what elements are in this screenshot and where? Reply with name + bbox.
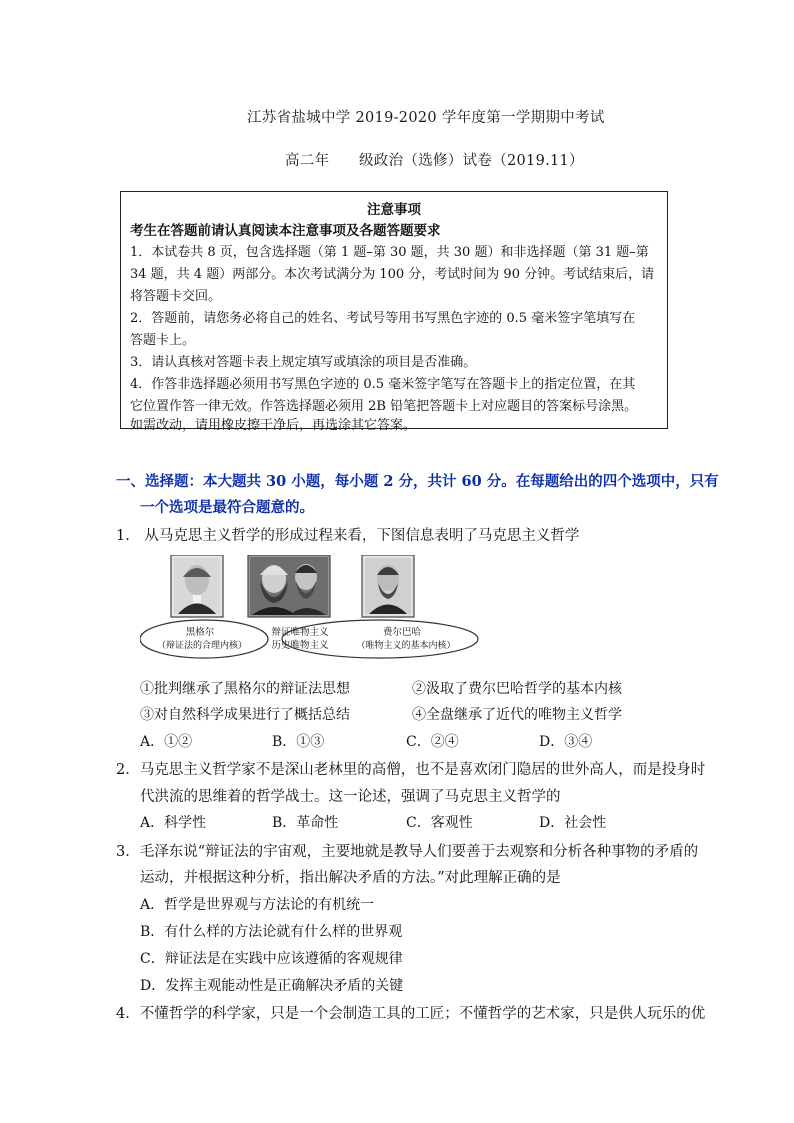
figure-right-note: （唯物主义的基本内核） bbox=[356, 641, 456, 651]
hegel-ellipse bbox=[140, 620, 268, 658]
question-3-stem: 3．毛泽东说“辩证法的宇宙观，主要地就是教导人们要善于去观察和分析各种事物的矛盾的 bbox=[116, 844, 699, 860]
question-1-item: ③对自然科学成果进行了概括总结 bbox=[140, 707, 350, 723]
notice-line: 如需改动，请用橡皮擦干净后，再选涂其它答案。 bbox=[130, 418, 417, 433]
question-1-choice-c[interactable]: C．②④ bbox=[406, 734, 459, 750]
hegel-portrait-icon bbox=[171, 555, 223, 617]
question-2-choice-a[interactable]: A．科学性 bbox=[140, 815, 207, 831]
notice-line: 2．答题前，请您务必将自己的姓名、考试号等用书写黑色字迹的 0.5 毫米签字笔填写在 bbox=[130, 311, 636, 326]
question-2-stem: 2．马克思主义哲学家不是深山老林里的高僧，也不是喜欢闭门隐居的世外高人，而是投身时 bbox=[116, 762, 706, 778]
notice-line: 34 题，共 4 题）两部分。本次考试满分为 100 分，考试时间为 90 分钟。考试结束后，请 bbox=[130, 267, 655, 282]
figure-left-note: （辩证法的合理内核） bbox=[156, 641, 248, 651]
exam-subtitle: 高二年 级政治（选修）试卷（2019.11） bbox=[285, 153, 584, 169]
notice-box bbox=[120, 191, 668, 433]
philosophy-figure bbox=[140, 555, 480, 663]
question-1-stem: 1. 从马克思主义哲学的形成过程来看，下图信息表明了马克思主义哲学 bbox=[116, 528, 580, 544]
feuerbach-portrait-icon bbox=[362, 555, 414, 617]
notice-title: 注意事项 bbox=[367, 202, 421, 218]
notice-line: 它位置作答一律无效。作答选择题必须用 2B 铅笔把答题卡上对应题目的答案标号涂黑。 bbox=[130, 399, 638, 414]
question-2-choice-b[interactable]: B．革命性 bbox=[272, 815, 339, 831]
figure-right-name: 费尔巴哈 bbox=[382, 627, 422, 638]
question-2-choice-d[interactable]: D．社会性 bbox=[539, 815, 607, 831]
section-heading: 一、选择题：本大题共 30 小题，每小题 2 分，共计 60 分。在每题给出的四个选项中，只有 bbox=[116, 473, 719, 490]
notice-line: 3．请认真核对答题卡表上规定填写或填涂的项目是否准确。 bbox=[130, 355, 477, 370]
question-1-choice-b[interactable]: B．①③ bbox=[272, 734, 325, 750]
question-1-item: ②汲取了费尔巴哈哲学的基本内核 bbox=[412, 681, 622, 697]
figure-left-name: 黑格尔 bbox=[185, 627, 215, 638]
question-4-stem: 4．不懂哲学的科学家，只是一个会制造工具的工匠；不懂哲学的艺术家，只是供人玩乐的优 bbox=[116, 1006, 706, 1022]
figure-center-line2: 历史唯物主义 bbox=[271, 640, 329, 651]
notice-subtitle: 考生在答题前请认真阅读本注意事项及各题答题要求 bbox=[130, 223, 441, 239]
question-3-choice-d[interactable]: D．发挥主观能动性是正确解决矛盾的关键 bbox=[140, 978, 404, 994]
notice-line: 答题卡上。 bbox=[130, 333, 196, 348]
question-3-choice-c[interactable]: C．辩证法是在实践中应该遵循的客观规律 bbox=[140, 951, 403, 967]
question-2-choice-c[interactable]: C．客观性 bbox=[406, 815, 473, 831]
section-heading-cont: 一个选项是最符合题意的。 bbox=[140, 499, 314, 516]
question-3-choice-a[interactable]: A．哲学是世界观与方法论的有机统一 bbox=[140, 897, 375, 913]
feuerbach-ellipse bbox=[282, 620, 478, 658]
notice-line: 将答题卡交回。 bbox=[130, 289, 222, 304]
notice-line: 4．作答非选择题必须用书写黑色字迹的 0.5 毫米签字笔写在答题卡上的指定位置，在其 bbox=[130, 377, 636, 392]
question-1-item: ①批判继承了黑格尔的辩证法思想 bbox=[140, 681, 350, 697]
question-1-item: ④全盘继承了近代的唯物主义哲学 bbox=[412, 707, 622, 723]
question-3-stem-cont: 运动，并根据这种分析，指出解决矛盾的方法。”对此理解正确的是 bbox=[140, 870, 561, 886]
exam-title: 江苏省盐城中学 2019-2020 学年度第一学期期中考试 bbox=[247, 110, 605, 126]
question-3-choice-b[interactable]: B．有什么样的方法论就有什么样的世界观 bbox=[140, 924, 403, 940]
question-2-stem-cont: 代洪流的思维着的哲学战士。这一论述，强调了马克思主义哲学的 bbox=[140, 789, 561, 805]
question-1-choice-a[interactable]: A．①② bbox=[140, 734, 193, 750]
notice-line: 1．本试卷共 8 页，包含选择题（第 1 题–第 30 题，共 30 题）和非选择题（第 31 题–第 bbox=[130, 245, 649, 260]
marx-engels-portrait-icon bbox=[248, 555, 330, 617]
figure-center-line1: 辩证唯物主义 bbox=[271, 627, 329, 638]
question-1-choice-d[interactable]: D．③④ bbox=[539, 734, 593, 750]
